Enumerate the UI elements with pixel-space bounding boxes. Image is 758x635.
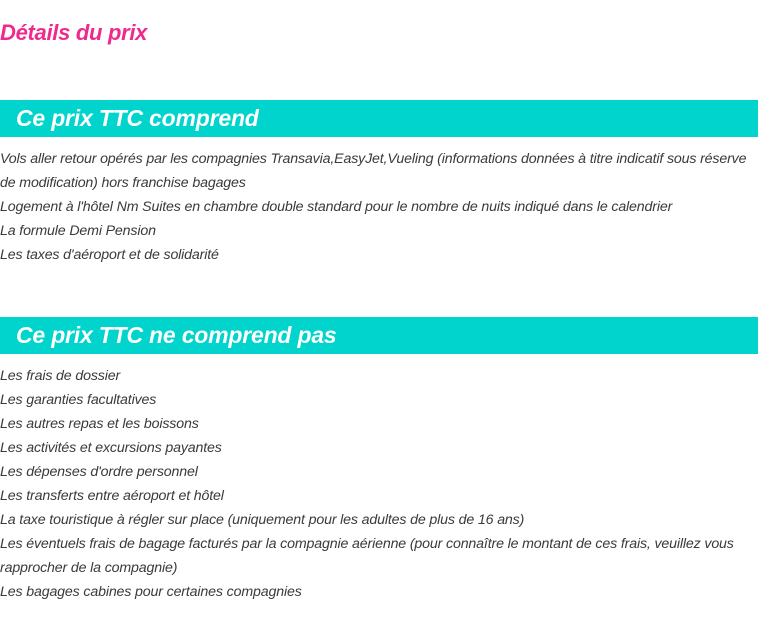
list-item: Les activités et excursions payantes bbox=[0, 440, 222, 456]
list-item: Les autres repas et les boissons bbox=[0, 416, 199, 432]
excluded-items-list bbox=[0, 364, 750, 604]
list-item: La formule Demi Pension bbox=[0, 223, 156, 239]
list-item: Les garanties facultatives bbox=[0, 392, 157, 408]
included-items-list bbox=[0, 147, 750, 267]
list-item: Les bagages cabines pour certaines compagnies bbox=[0, 584, 302, 600]
list-item: Les taxes d'aéroport et de solidarité bbox=[0, 247, 219, 263]
list-item: La taxe touristique à régler sur place (uniquement pour les adultes de plus de 16 ans) bbox=[0, 512, 525, 528]
list-item: Les transferts entre aéroport et hôtel bbox=[0, 488, 224, 504]
list-item: Les éventuels frais de bagage facturés par la compagnie aérienne (pour connaître le montant de ces frais, veuillez vous rapprocher de la compagnie) bbox=[0, 536, 734, 576]
list-item: Vols aller retour opérés par les compagnies Transavia,EasyJet,Vueling (informations données à titre indicatif sous réserve de modification) hors franchise bagages bbox=[0, 151, 747, 191]
included-section-header: Ce prix TTC comprend bbox=[0, 100, 758, 137]
excluded-section-header: Ce prix TTC ne comprend pas bbox=[0, 317, 758, 354]
list-item: Les dépenses d'ordre personnel bbox=[0, 464, 198, 480]
list-item: Les frais de dossier bbox=[0, 368, 121, 384]
page-title: Détails du prix bbox=[0, 20, 148, 45]
list-item: Logement à l'hôtel Nm Suites en chambre double standard pour le nombre de nuits indiqué dans le calendrier bbox=[0, 199, 673, 215]
